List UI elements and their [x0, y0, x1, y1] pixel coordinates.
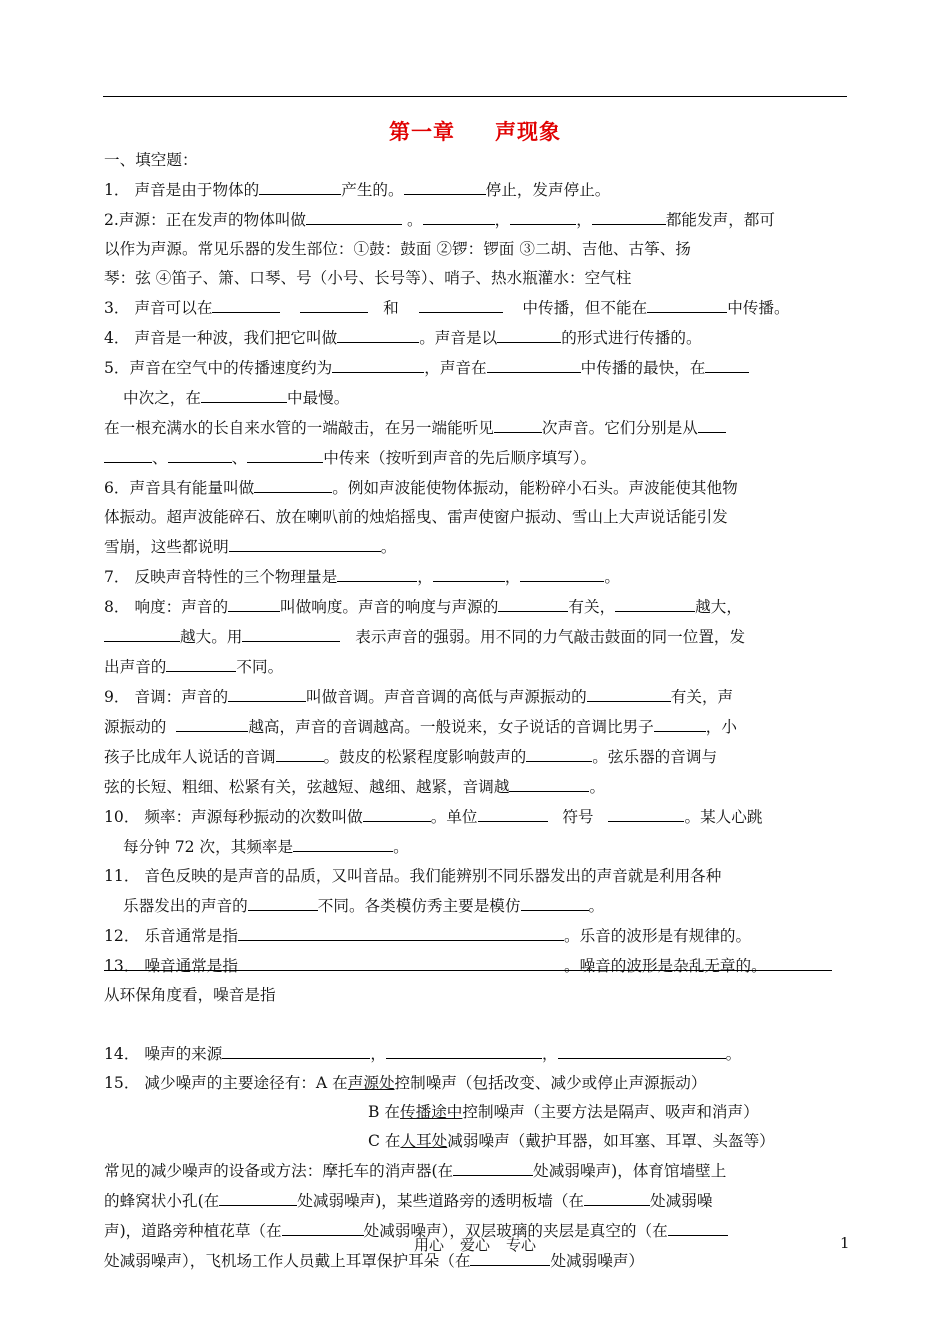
blank[interactable]: [423, 205, 495, 225]
blank[interactable]: [526, 742, 592, 762]
blank[interactable]: [419, 293, 503, 313]
page-footer: 用心 爱心 专心: [413, 1236, 537, 1254]
header-rule: [103, 96, 847, 97]
blank[interactable]: [608, 802, 684, 822]
blank[interactable]: [647, 293, 727, 313]
question-7: 7． 反映声音特性的三个物理量是 ， ， 。: [104, 562, 848, 592]
blank[interactable]: [587, 682, 671, 702]
blank[interactable]: [337, 562, 417, 582]
blank[interactable]: [219, 1186, 297, 1206]
blank[interactable]: [222, 1039, 370, 1059]
question-1: 1． 声音是由于物体的 产生的。 停止，发声停止。: [104, 175, 848, 205]
blank[interactable]: [276, 742, 324, 762]
blank[interactable]: [494, 413, 542, 433]
blank[interactable]: [104, 622, 180, 642]
blank[interactable]: [386, 1039, 542, 1059]
blank[interactable]: [497, 323, 561, 343]
blank[interactable]: [176, 712, 248, 732]
blank[interactable]: [228, 592, 280, 612]
blank[interactable]: [668, 1216, 728, 1236]
blank[interactable]: [592, 205, 666, 225]
section-heading: 一、填空题：: [104, 151, 198, 169]
blank[interactable]: [259, 175, 341, 195]
blank[interactable]: [238, 921, 564, 941]
page-title: [0, 116, 950, 146]
blank[interactable]: [166, 652, 236, 672]
question-4: 4． 声音是一种波，我们把它叫做 。声音是以 的形式进行传播的。: [104, 323, 848, 353]
question-13: 13． 噪音通常是指 。噪音的波形是杂乱无章的。: [104, 951, 848, 981]
blank[interactable]: [229, 532, 381, 552]
blank[interactable]: [282, 1216, 364, 1236]
blank[interactable]: [337, 323, 419, 343]
page-number: 1: [840, 1234, 850, 1252]
question-12: 12． 乐音通常是指 。乐音的波形是有规律的。: [104, 921, 848, 951]
blank[interactable]: [487, 353, 581, 373]
answer-line[interactable]: [104, 970, 832, 971]
chapter-title: 声现象: [495, 120, 561, 144]
blank[interactable]: [520, 562, 604, 582]
blank[interactable]: [248, 891, 318, 911]
blank[interactable]: [705, 353, 749, 373]
blank[interactable]: [238, 951, 564, 971]
blank[interactable]: [509, 772, 589, 792]
blank[interactable]: [306, 205, 402, 225]
question-14: 14． 噪声的来源 ， ， 。: [104, 1039, 848, 1069]
blank[interactable]: [498, 592, 568, 612]
blank[interactable]: [698, 413, 726, 433]
question-11: 11． 音色反映的是声音的品质，又叫音品。我们能辨别不同乐器发出的声音就是利用各种: [104, 867, 722, 885]
worksheet-body: 一、填空题： 1． 声音是由于物体的 产生的。 停止，发声停止。 2.声源：正在发声的物体叫做 。 ， ， 都能发声，都可 以作为声源。常见乐器的发生部位：①鼓：鼓面 ②锣：锣面 ③二胡、吉他、古筝、扬 琴：弦 ④笛子、箫、口琴、号（小号、长号等）、哨子、热水瓶灌水：空气柱 3． 声音可以在 和 中传播，但不能在 中传播。 4． 声音是一种波，我们把它叫做 。声音是以 的形式进行传播的。 5．声音在空气中的传播速度约为 ，声音在 中传播的最快，在 中次之，在 中最慢。 在一根充满水的长自来水管的一端敲击，在另一端能听见 次声音。它们分别是从 、 、 中传来（按听到声音的先后顺序填写）。 6．声音具有能量叫做 。例如声波能使物体振动，能粉碎小石头。声波能使其他物 体振动。超声波能碎石、放在喇叭前的烛焰摇曳、雷声使窗户振动、雪山上大声说话能引发 雪崩，这些都说明 。 7． 反映声音特性的三个物理量是 ， ， 。 8． 响度：声音的 叫做响度。声音的响度与声源的 有关， 越大， 越大。用 表示声音的强弱。用不同的力气敲击鼓面的同一位置，发 出声音的 不同。 9． 音调：声音的 叫做音调。声音音调的高低与声源振动的 有关，声 源振动的 越高，声音的音调越高。一般说来，女子说话的音调比男子 ，小 孩子比成年人说话的音调 。鼓皮的松紧程度影响鼓声的 。弦乐器的音调与 弦的长短、粗细、松紧有关，弦越短、越细、越紧，音调越 。 10． 频率：声源每秒振动的次数叫做 。单位 符号 。某人心跳 每分钟 72 次，其频率是 。 11． 音色反映的是声音的品质，又叫音品。我们能辨别不同乐器发出的声音就是利用各种 乐器发出的声音的 不同。各类模仿秀主要是模仿 。 12． 乐音通常是指 。乐音的波形是有规律的。 13． 噪音通常是指 。噪音的波形是杂乱无章的。 从环保角度看，噪音是指 14． 噪声的来源 ， ， 。 15． 减少噪声的主要途径有：A 在声源处控制噪声（包括改变、减少或停止声源振动） B 在传播途中控制噪声（主要方法是隔声、吸声和消声） C 在人耳处减弱噪声（戴护耳器，如耳塞、耳罩、头盔等） 常见的减少噪声的设备或方法：摩托车的消声器(在 处减弱噪声)，体育馆墙壁上 的蜂窝状小孔(在 处减弱噪声)，某些道路旁的透明板墙（在 处减弱噪 声)，道路旁种植花草（在 处减弱噪声），双层玻璃的夹层是真空的（在 处减弱噪声），飞机场工作人员戴上耳罩保护耳朵（在 处减弱噪声）: [104, 146, 848, 1276]
blank[interactable]: [558, 1039, 726, 1059]
blank[interactable]: [363, 802, 431, 822]
blank[interactable]: [242, 622, 340, 642]
blank[interactable]: [510, 205, 576, 225]
question-6: 6．声音具有能量叫做 。例如声波能使物体振动，能粉碎小石头。声波能使其他物: [104, 473, 848, 503]
blank[interactable]: [332, 353, 424, 373]
question-15: 15． 减少噪声的主要途径有：A 在声源处控制噪声（包括改变、减少或停止声源振动）: [104, 1074, 707, 1092]
blank[interactable]: [584, 1186, 650, 1206]
blank[interactable]: [453, 1156, 533, 1176]
blank[interactable]: [521, 891, 589, 911]
question-8: 8． 响度：声音的 叫做响度。声音的响度与声源的 有关， 越大，: [104, 592, 848, 622]
blank[interactable]: [201, 383, 287, 403]
blank[interactable]: [293, 832, 393, 852]
blank[interactable]: [247, 443, 323, 463]
question-2: 2.声源：正在发声的物体叫做 。 ， ， 都能发声，都可: [104, 205, 848, 235]
blank[interactable]: [654, 712, 706, 732]
blank[interactable]: [615, 592, 695, 612]
question-3: 3． 声音可以在 和 中传播，但不能在 中传播。: [104, 293, 848, 323]
blank[interactable]: [104, 443, 152, 463]
blank[interactable]: [168, 443, 232, 463]
question-5: 5．声音在空气中的传播速度约为 ，声音在 中传播的最快，在: [104, 353, 848, 383]
blank[interactable]: [254, 473, 332, 493]
blank[interactable]: [228, 682, 306, 702]
question-9: 9． 音调：声音的 叫做音调。声音音调的高低与声源振动的 有关，声: [104, 682, 848, 712]
blank[interactable]: [433, 562, 505, 582]
blank[interactable]: [478, 802, 548, 822]
blank[interactable]: [212, 293, 280, 313]
question-10: 10． 频率：声源每秒振动的次数叫做 。单位 符号 。某人心跳: [104, 802, 848, 832]
chapter-number: 第一章: [389, 120, 455, 144]
blank[interactable]: [300, 293, 368, 313]
blank[interactable]: [404, 175, 486, 195]
